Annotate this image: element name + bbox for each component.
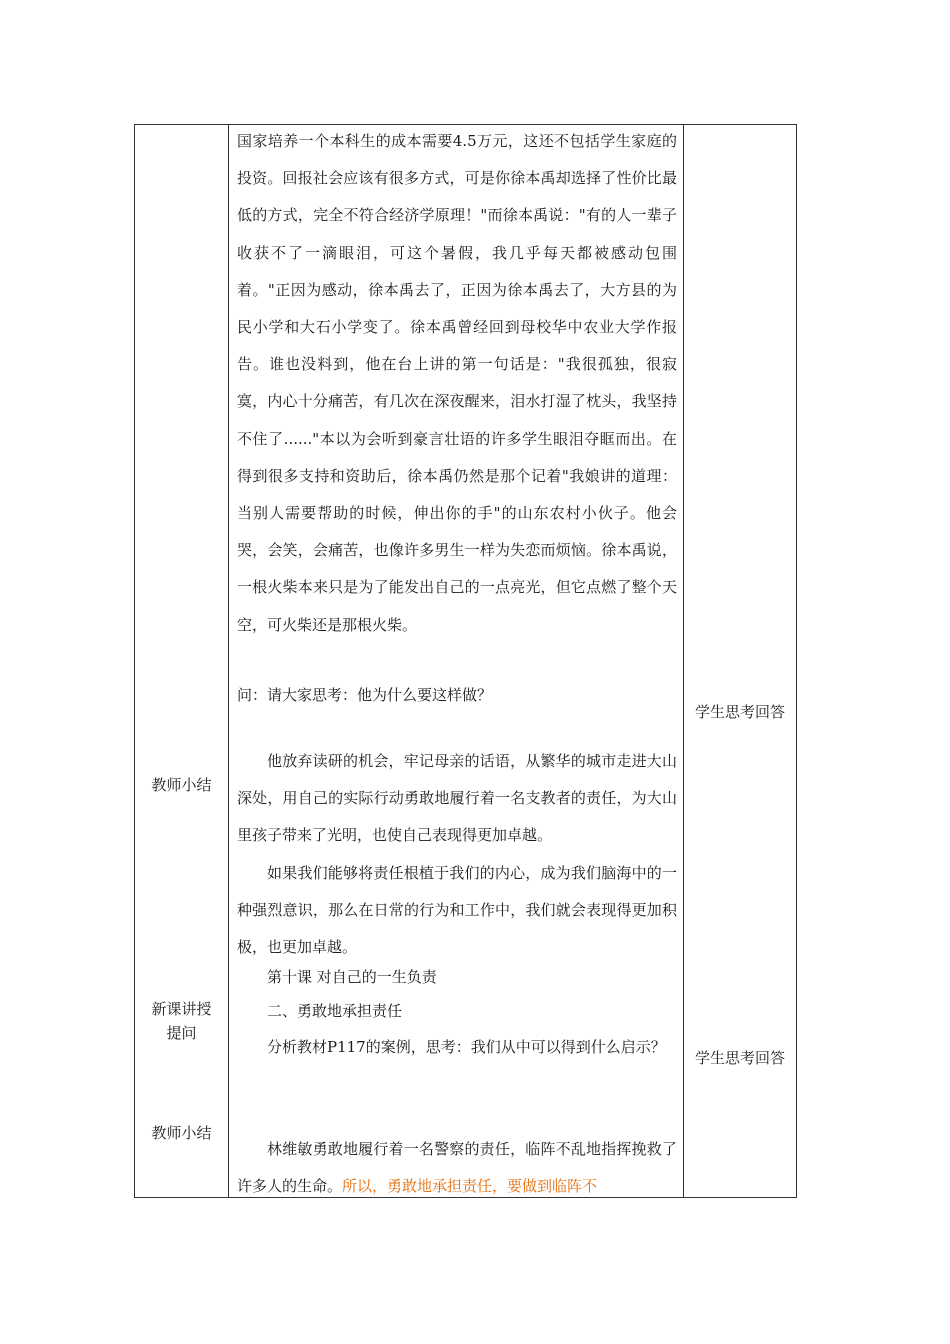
discussion-question: 问：请大家思考：他为什么要这样做？ (237, 686, 493, 704)
student-answer-label: 学生思考回答 (694, 703, 785, 721)
section-title: 二、勇敢地承担责任 (267, 1002, 403, 1020)
teacher-summary-label-2: 教师小结 (151, 1124, 212, 1142)
content-column (229, 125, 683, 1197)
lesson-plan-table (134, 124, 797, 1198)
case-conclusion: 所以，勇敢地承担责任，要做到临阵不 (342, 1177, 598, 1196)
student-answer-label-2: 学生思考回答 (694, 1049, 785, 1067)
case-paragraph (237, 1131, 677, 1197)
new-lesson-label: 新课讲授 (151, 1000, 212, 1018)
question-label: 提问 (166, 1024, 197, 1042)
story-paragraph: 国家培养一个本科生的成本需要4.5万元，这还不包括学生家庭的投资。回报社会应该有很多方式，可是你徐本禹却选择了性价比最低的方式，完全不符合经济学原理！"而徐本禹说："有的人一辈子收获不了一滴眼泪，可这个暑假，我几乎每天都被感动包围着。"正因为感动，徐本禹去了，正因为徐本禹去了，大方县的为民小学和大石小学变了。徐本禹曾经回到母校华中农业大学作报告。谁也没料到，他在台上讲的第一句话是："我很孤独，很寂寞，内心十分痛苦，有几次在深夜醒来，泪水打湿了枕头，我坚持不住了......"本以为会听到豪言壮语的许多学生眼泪夺眶而出。在得到很多支持和资助后，徐本禹仍然是那个记着"我娘讲的道理：当别人需要帮助的时候，伸出你的手"的山东农村小伙子。他会哭，会笑，会痛苦，也像许多男生一样为失恋而烦恼。徐本禹说，一根火柴本来只是为了能发出自己的一点亮光，但它点燃了整个天空，可火柴还是那根火柴。 (237, 132, 677, 634)
activity-column (135, 125, 228, 1197)
analysis-task: 分析教材P117的案例，思考：我们从中可以得到什么启示？ (267, 1038, 666, 1056)
responsibility-paragraph: 如果我们能够将责任根植于我们的内心，成为我们脑海中的一种强烈意识，那么在日常的行为和工作中，我们就会表现得更加积极，也更加卓越。 (237, 864, 677, 957)
teacher-summary-label: 教师小结 (151, 776, 212, 794)
lesson-title: 第十课 对自己的一生负责 (267, 968, 437, 986)
student-column (684, 125, 796, 1197)
case-summary: 林维敏勇敢地履行着一名警察的责任，临阵不乱地指挥挽救了许多人的生命。 (237, 1140, 677, 1196)
summary-paragraph: 他放弃读研的机会，牢记母亲的话语，从繁华的城市走进大山深处，用自己的实际行动勇敢地履行着一名支教者的责任，为大山里孩子带来了光明，也使自己表现得更加卓越。 (237, 752, 677, 845)
